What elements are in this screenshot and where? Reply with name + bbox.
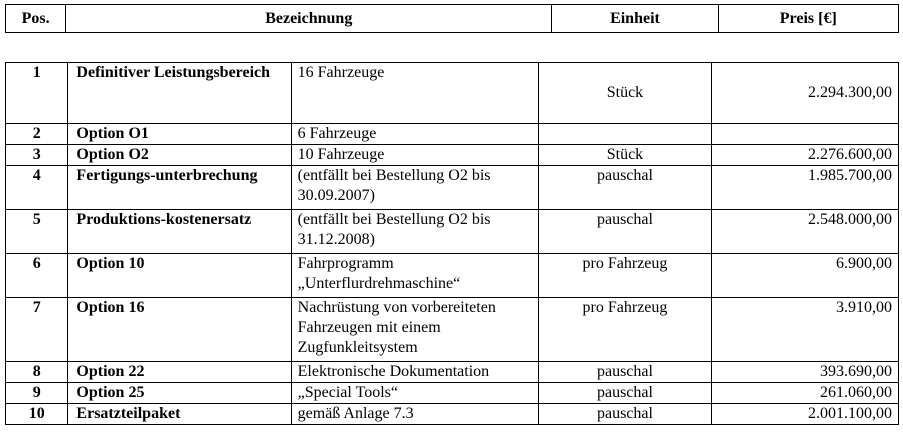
- row-name: Fertigungs-unterbrechung: [68, 166, 291, 210]
- row-price: 3.910,00: [711, 298, 898, 362]
- row-price: 1.985.700,00: [711, 166, 898, 210]
- row-pos: 2: [6, 124, 68, 145]
- row-pos: 5: [6, 210, 68, 254]
- row-price: 393.690,00: [711, 362, 898, 383]
- table-row: [6, 124, 899, 145]
- row-price: 2.276.600,00: [711, 145, 898, 166]
- row-desc: 16 Fahrzeuge: [291, 63, 539, 124]
- table-row: [6, 63, 899, 124]
- table-row: [6, 210, 899, 254]
- row-unit: pauschal: [539, 210, 711, 254]
- row-name: Option O1: [68, 124, 291, 145]
- row-pos: 10: [6, 404, 68, 425]
- row-name: Option 16: [68, 298, 291, 362]
- header-row: [6, 5, 899, 33]
- table-row: [6, 404, 899, 425]
- table-row: [6, 166, 899, 210]
- header-table: [5, 4, 899, 33]
- row-name: Option O2: [68, 145, 291, 166]
- row-name: Option 25: [68, 383, 291, 404]
- row-desc: (entfällt bei Bestellung O2 bis 31.12.2008): [291, 210, 539, 254]
- row-unit: pauschal: [539, 404, 711, 425]
- row-pos: 6: [6, 254, 68, 298]
- row-pos: 4: [6, 166, 68, 210]
- row-desc: Fahrprogramm „Unterflurdrehmaschine“: [291, 254, 539, 298]
- table-row: [6, 145, 899, 166]
- row-pos: 8: [6, 362, 68, 383]
- row-name: Definitiver Leistungsbereich: [68, 63, 291, 124]
- row-unit: pauschal: [539, 383, 711, 404]
- row-price: 2.294.300,00: [711, 63, 898, 124]
- row-name: Produktions-kostenersatz: [68, 210, 291, 254]
- header-bezeichnung: Bezeichnung: [66, 5, 552, 33]
- row-unit: Stück: [539, 63, 711, 124]
- header-preis: Preis [€]: [718, 5, 898, 33]
- row-desc: „Special Tools“: [291, 383, 539, 404]
- row-desc: 10 Fahrzeuge: [291, 145, 539, 166]
- row-price: 261.060,00: [711, 383, 898, 404]
- row-unit: pauschal: [539, 362, 711, 383]
- table-row: [6, 254, 899, 298]
- table-row: [6, 383, 899, 404]
- row-unit: Stück: [539, 145, 711, 166]
- row-unit: [539, 124, 711, 145]
- row-pos: 7: [6, 298, 68, 362]
- row-price: [711, 124, 898, 145]
- row-pos: 3: [6, 145, 68, 166]
- header-einheit: Einheit: [552, 5, 718, 33]
- row-pos: 1: [6, 63, 68, 124]
- row-unit: pro Fahrzeug: [539, 298, 711, 362]
- row-price: 2.548.000,00: [711, 210, 898, 254]
- row-price: 2.001.100,00: [711, 404, 898, 425]
- table-row: [6, 298, 899, 362]
- row-unit: pauschal: [539, 166, 711, 210]
- header-pos: Pos.: [6, 5, 66, 33]
- row-desc: Elektronische Dokumentation: [291, 362, 539, 383]
- row-desc: (entfällt bei Bestellung O2 bis 30.09.2007): [291, 166, 539, 210]
- row-desc: gemäß Anlage 7.3: [291, 404, 539, 425]
- table-row: [6, 362, 899, 383]
- row-name: Option 22: [68, 362, 291, 383]
- row-unit: pro Fahrzeug: [539, 254, 711, 298]
- row-price: 6.900,00: [711, 254, 898, 298]
- price-table: [5, 62, 899, 425]
- row-desc: 6 Fahrzeuge: [291, 124, 539, 145]
- row-name: Option 10: [68, 254, 291, 298]
- row-desc: Nachrüstung von vorbereiteten Fahrzeugen mit einem Zugfunkleitsystem: [291, 298, 539, 362]
- row-name: Ersatzteilpaket: [68, 404, 291, 425]
- row-pos: 9: [6, 383, 68, 404]
